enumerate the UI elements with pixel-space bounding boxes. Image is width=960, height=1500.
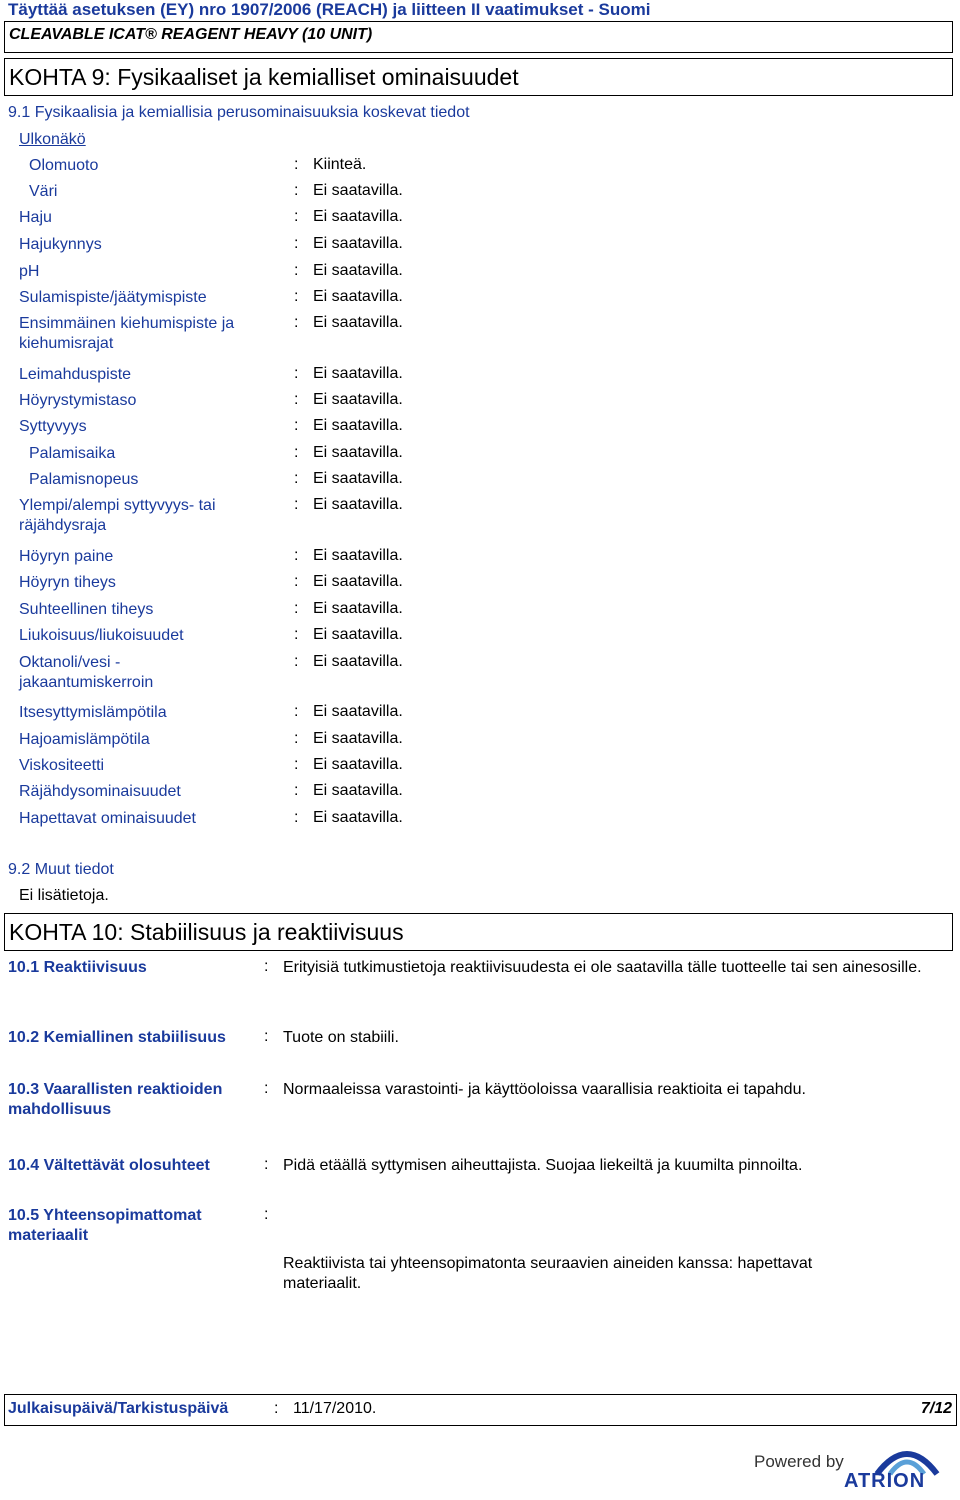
property-label: Oktanoli/vesi -jakaantumiskerroin [19,654,154,691]
property-value: Ei saatavilla. [313,182,403,199]
separator-colon: : [294,703,299,720]
property-label: Olomuoto [29,157,99,174]
property-value: Ei saatavilla. [313,365,403,382]
section-10-title: KOHTA 10: Stabiilisuus ja reaktiivisuus [9,919,404,945]
property-label: Syttyvyys [19,418,87,435]
page-number: 7/12 [920,1400,952,1417]
property-label: Höyryn tiheys [19,574,116,591]
property-label: Liukoisuus/liukoisuudet [19,627,184,644]
property-value: Ei saatavilla. [313,703,403,720]
separator-colon: : [264,1156,269,1173]
property-value: Ei saatavilla. [313,235,403,252]
separator-colon: : [264,1028,269,1045]
property-label: Ensimmäinen kiehumispiste ja kiehumisrajat [19,315,235,352]
separator-colon: : [294,235,299,252]
separator-colon: : [294,653,299,670]
property-value: Ei saatavilla. [313,262,403,279]
property-value: Ei saatavilla. [313,653,403,670]
property-value: Ei saatavilla. [313,288,403,305]
separator-colon: : [294,262,299,279]
hazardous-reactions-label: 10.3 Vaarallisten reaktioiden mahdollisuus [8,1081,223,1118]
separator-colon: : [294,208,299,225]
property-label: Suhteellinen tiheys [19,601,154,618]
product-name: CLEAVABLE ICAT® REAGENT HEAVY (10 UNIT) [9,26,373,43]
separator-colon: : [294,547,299,564]
property-value: Ei saatavilla. [313,208,403,225]
separator-colon: : [294,496,299,513]
separator-colon: : [294,600,299,617]
chemical-stability-value: Tuote on stabiili. [283,1029,399,1046]
property-value: Ei saatavilla. [313,547,403,564]
separator-colon: : [264,1206,269,1223]
separator-colon: : [294,470,299,487]
property-label: Höyryn paine [19,548,114,565]
property-label: Itsesyttymislämpötila [19,704,167,721]
property-label: Väri [29,183,58,200]
separator-colon: : [294,156,299,173]
conditions-to-avoid-label: 10.4 Vältettävät olosuhteet [8,1157,210,1174]
brand-name: ATRION [844,1470,926,1492]
property-label: Sulamispiste/jäätymispiste [19,289,207,306]
separator-colon: : [264,1080,269,1097]
property-label: Viskositeetti [19,757,105,774]
separator-colon: : [294,314,299,331]
powered-by-text: Powered by [754,1452,844,1471]
reactivity-label: 10.1 Reaktiivisuus [8,959,147,976]
property-label: Palamisaika [29,445,116,462]
separator-colon: : [294,182,299,199]
property-value: Ei saatavilla. [313,756,403,773]
reactivity-value: Erityisiä tutkimustietoja reaktiivisuudesta ei ole saatavilla tälle tuotteelle tai sen ainesosille. [283,959,922,976]
property-value: Ei saatavilla. [313,600,403,617]
section-9-header [4,58,953,96]
property-value: Ei saatavilla. [313,730,403,747]
conditions-to-avoid-value: Pidä etäällä syttymisen aiheuttajista. Suojaa liekeiltä ja kuumilta pinnoilta. [283,1157,803,1174]
property-value: Ei saatavilla. [313,314,403,331]
subsection-9-2-title: 9.2 Muut tiedot [8,861,114,878]
atrion-logo [752,1440,960,1496]
separator-colon: : [264,958,269,975]
hazardous-reactions-value: Normaaleissa varastointi- ja käyttöoloissa vaarallisia reaktioita ei tapahdu. [283,1081,806,1098]
date-value: 11/17/2010. [293,1400,377,1417]
property-value: Ei saatavilla. [313,782,403,799]
property-value: Ei saatavilla. [313,444,403,461]
section-10-header [4,913,953,951]
separator-colon: : [294,626,299,643]
incompatible-materials-label: 10.5 Yhteensopimattomat materiaalit [8,1207,202,1244]
property-label: Hapettavat ominaisuudet [19,810,196,827]
separator-colon: : [294,391,299,408]
other-info-text: Ei lisätietoja. [19,887,109,904]
document-header-title: Täyttää asetuksen (EY) nro 1907/2006 (REACH) ja liitteen II vaatimukset - Suomi [8,0,651,19]
incompatible-materials-value: Reaktiivista tai yhteensopimatonta seuraavien aineiden kanssa: hapettavat materiaalit. [283,1255,813,1292]
property-label: Haju [19,209,52,226]
property-value: Ei saatavilla. [313,470,403,487]
separator-colon: : [294,573,299,590]
separator-colon: : [294,809,299,826]
property-value: Ei saatavilla. [313,573,403,590]
property-label: Hajukynnys [19,236,102,253]
separator-colon: : [294,756,299,773]
separator-colon: : [274,1400,279,1417]
property-value: Ei saatavilla. [313,626,403,643]
property-label: Palamisnopeus [29,471,139,488]
appearance-label: Ulkonäkö [19,131,86,148]
separator-colon: : [294,365,299,382]
separator-colon: : [294,782,299,799]
property-label: Ylempi/alempi syttyvyys- tai räjähdysraja [19,497,216,534]
property-label: pH [19,263,40,280]
separator-colon: : [294,730,299,747]
property-label: Räjähdysominaisuudet [19,783,181,800]
property-value: Ei saatavilla. [313,391,403,408]
separator-colon: : [294,288,299,305]
property-label: Höyrystymistaso [19,392,137,409]
product-name-box [4,21,953,53]
property-value: Kiinteä. [313,156,367,173]
property-label: Leimahduspiste [19,366,132,383]
property-label: Hajoamislämpötila [19,731,150,748]
property-value: Ei saatavilla. [313,496,403,513]
property-value: Ei saatavilla. [313,809,403,826]
separator-colon: : [294,444,299,461]
section-9-title: KOHTA 9: Fysikaaliset ja kemialliset ominaisuudet [9,64,519,90]
separator-colon: : [294,417,299,434]
subsection-9-1-title: 9.1 Fysikaalisia ja kemiallisia perusominaisuuksia koskevat tiedot [8,104,470,121]
date-label: Julkaisupäivä/Tarkistuspäivä [8,1400,229,1417]
chemical-stability-label: 10.2 Kemiallinen stabiilisuus [8,1029,226,1046]
property-value: Ei saatavilla. [313,417,403,434]
